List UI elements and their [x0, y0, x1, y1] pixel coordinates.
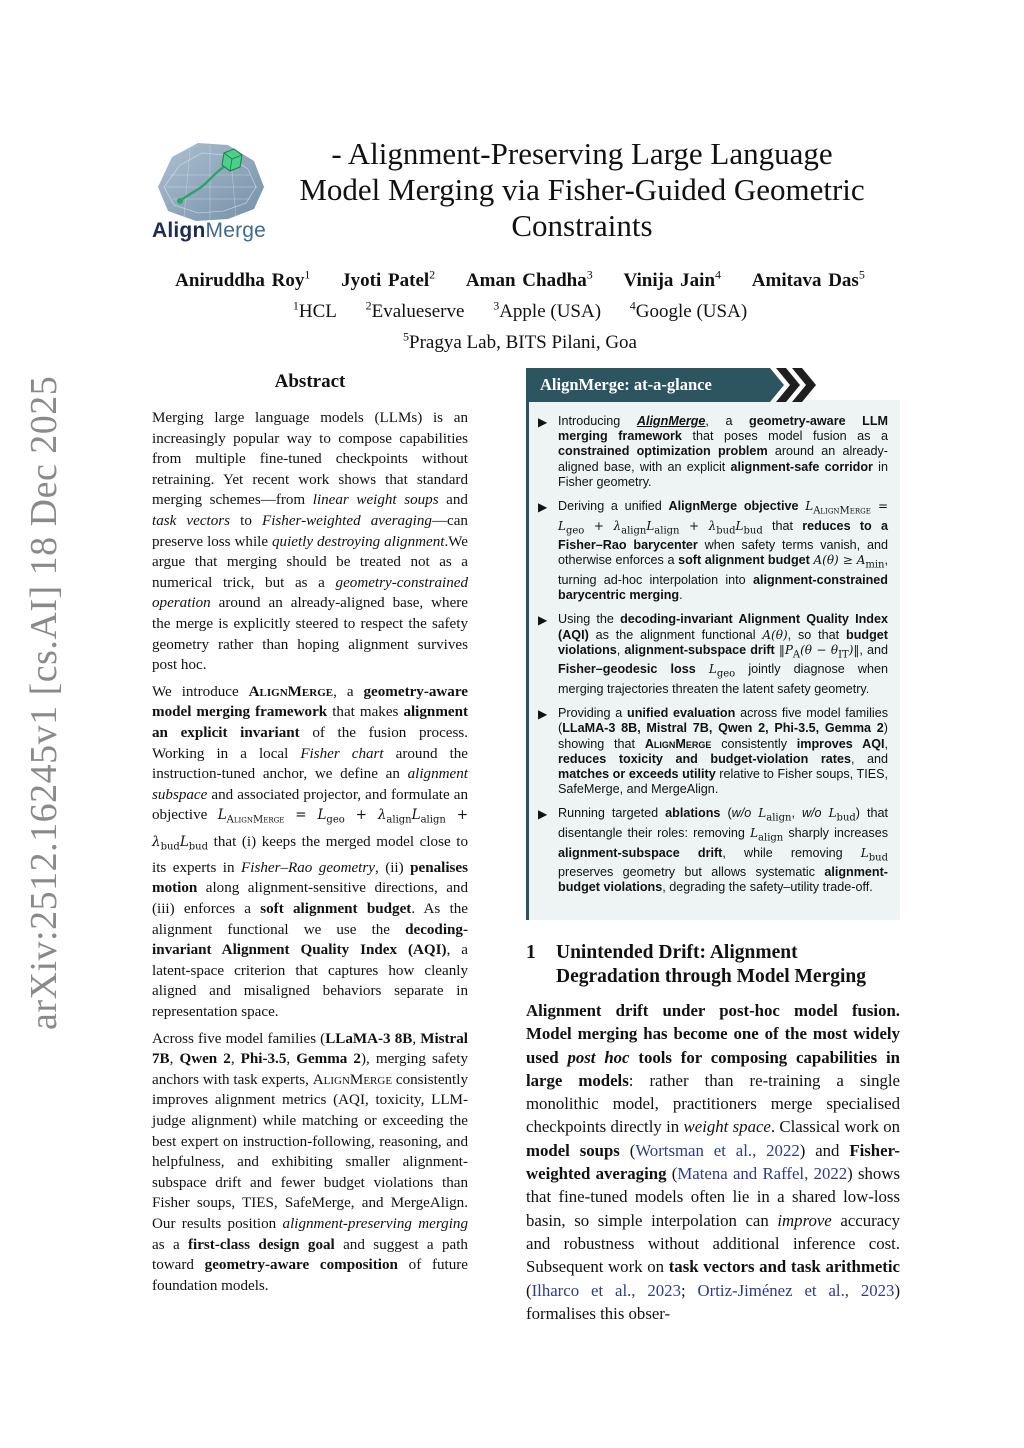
glance-item: ▶ Deriving a unified AlignMerge objective $L_{AlignMerge} = L_{geo} + \lambda_{align}L_{align} + \lambda_{bud}L_{bud}$ that reduces to a Fisher–Rao barycenter when safety terms vanish, and otherwise enforces a soft alignment budget $A(\theta) \ge A_{min}$, turning ad-hoc interpolation into alignment-constrained barycentric merging. [538, 499, 888, 603]
objective-equation: $L_{AlignMerge} = L_{geo} + \lambda_{align}L_{align} + \lambda_{bud}L_{bud}$ [152, 807, 468, 853]
glance-item: ▶ Introducing AlignMerge, a geometry-aware LLM merging framework that poses model fusion as a constrained optimization problem around an already-aligned base, with an explicit alignment-safe corridor in Fisher geometry. [538, 414, 888, 489]
abstract-paragraph: Merging large language models (LLMs) is an increasingly popular way to compose capabilities from multiple fine-tuned checkpoints without retraining. Yet recent work shows that standard merging schemes—from linear weight soups and task vectors to Fisher-weighted averaging—can preserve loss while quietly destroying alignment.We argue that merging should be treated not as a numerical trick, but as a geometry-constrained operation around an already-aligned base, where the merge is explicitly steered to respect the safety geometry rather than hoping alignment survives post hoc. [152, 410, 468, 674]
triangle-bullet-icon: ▶ [538, 707, 548, 722]
at-a-glance-box [526, 368, 900, 920]
projection-norm: $‖P_A(\theta$ − $\theta_{IT})‖$ [778, 642, 860, 661]
affiliation: $^5$Pragya Lab, BITS Pilani, Goa [403, 329, 637, 353]
abstract-paragraph: We introduce AlignMerge, a geometry-aware model merging framework that makes alignment an explicit invariant of the fusion process. Working in a local Fisher chart around the instruction-tuned anchor, we define an alignment subspace and associated projector, and formulate an objective $L_{AlignMerge} = L_{geo} + \lambda_{align}L_{align} + \lambda_{bud}L_{bud}$ that (i) keeps the merged model close to its experts in Fisher–Rao geometry, (ii) penalises motion along alignment-sensitive directions, and (iii) enforces a soft alignment budget. As the alignment functional we use the decoding-invariant Alignment Quality Index (AQI), a latent-space criterion that captures how cleanly aligned and misaligned behaviors separate in representation space. [152, 683, 469, 1020]
title-line: Constraints [511, 208, 653, 243]
affiliation: $^3$Apple (USA) [493, 299, 602, 323]
affiliation-list [100, 294, 940, 355]
abstract-paragraph: Across five model families (LLaMA-3 8B, Mistral 7B, Qwen 2, Phi-3.5, Gemma 2), merging safety anchors with task experts, AlignMerge consistently improves alignment metrics (AQI, toxicity, LLM-judge alignment) while matching or exceeding the best expert on instruction-following, reasoning, and helpfulness, and exhibiting smaller alignment-subspace drift and fewer budget violations than Fisher soups, TIES, SafeMerge, and MergeAlign. Our results position alignment-preserving merging as a first-class design goal and suggest a path toward geometry-aware composition of future foundation models. [152, 1030, 469, 1294]
author: Jyoti Patel$^2$ [341, 268, 436, 292]
author: Vinija Jain$^4$ [623, 268, 722, 292]
author: Amitava Das$^5$ [751, 268, 865, 292]
section-heading [526, 941, 900, 989]
citation-link[interactable]: Wortsman et al., 2022 [635, 1140, 800, 1160]
affiliation: $^1$HCL [292, 299, 337, 323]
title-line: - Alignment-Preserving Large Language [331, 136, 833, 171]
section-title: Unintended Drift: Alignment Degradation through Model Merging [556, 942, 867, 987]
paper-title [282, 136, 882, 244]
glance-item: ▶ Providing a unified evaluation across five model families (LLaMA-3 8B, Mistral 7B, Qwen 2, Phi-3.5, Gemma 2) showing that AlignMerge consistently improves AQI, reduces toxicity and budget-violation rates, and matches or exceeds utility relative to Fisher soups, TIES, SafeMerge, and MergeAlign. [538, 706, 889, 797]
budget-inequality: $A(\theta) \ge A_{min}$ [813, 553, 885, 571]
section-body: Alignment drift under post-hoc model fusion. Model merging has become one of the most widely used post hoc tools for composing capabilities in large models: rather than re-training a single monolithic model, practitioners merge specialised checkpoints directly in weight space. Classical work on model soups (Wortsman et al., 2022) and Fisher-weighted averaging (Matena and Raffel, 2022) shows that fine-tuned models often lie in a shared low-loss basin, so simple interpolation can improve accuracy and robustness without additional inference cost. Subsequent work on task vectors and task arithmetic (Ilharco et al., 2023; Ortiz-Jiménez et al., 2023) formalises this obser- [526, 1001, 901, 1323]
logo-wordmark: AlignMerge [152, 219, 267, 242]
author-list [100, 268, 940, 292]
glance-item: ▶ Using the decoding-invariant Alignment Quality Index (AQI) as the alignment functional A(θ), so that budget violations, alignment-subspace drift $‖P_A(\theta$ − $\theta_{IT})‖$, and Fisher–geodesic loss $L_{geo}$ jointly diagnose when merging trajectories threaten the latent safety geometry. [538, 612, 889, 696]
citation-link[interactable]: Ortiz-Jiménez et al., 2023 [697, 1280, 895, 1300]
chevron-right-icon [754, 368, 834, 402]
glance-list [536, 414, 888, 905]
affiliation: $^4$Google (USA) [629, 299, 748, 323]
arxiv-stamp: arXiv:2512.16245v1 [cs.AI] 18 Dec 2025 [23, 375, 65, 1030]
triangle-bullet-icon: ▶ [538, 500, 548, 515]
title-line: Model Merging via Fisher-Guided Geometric [299, 172, 865, 207]
affiliation: $^2$Evalueserve [365, 299, 465, 323]
author: Aman Chadha$^3$ [465, 268, 593, 292]
glance-item: ▶ Running targeted ablations (w/o $L_{align}$, w/o $L_{bud}$) that disentangle their roles: removing $L_{align}$ sharply increases alignment-subspace drift, while removing $L_{bud}$ preserves geometry but allows systematic alignment-budget violations, degrading the safety–utility trade-off. [538, 806, 889, 895]
triangle-bullet-icon: ▶ [538, 807, 548, 822]
abstract-body [152, 408, 468, 1302]
triangle-bullet-icon: ▶ [538, 613, 548, 628]
citation-link[interactable]: Ilharco et al., 2023 [531, 1280, 681, 1300]
author: Aniruddha Roy$^1$ [175, 268, 311, 292]
triangle-bullet-icon: ▶ [538, 415, 548, 429]
glance-header: AlignMerge: at-a-glance [526, 368, 770, 402]
abstract-heading: Abstract [274, 371, 346, 392]
section-number: 1 [526, 942, 536, 963]
citation-link[interactable]: Matena and Raffel, 2022 [677, 1164, 848, 1184]
objective-equation: $L_{AlignMerge} = L_{geo} + \lambda_{align}L_{align} + \lambda_{bud}L_{bud}$ [558, 499, 888, 536]
